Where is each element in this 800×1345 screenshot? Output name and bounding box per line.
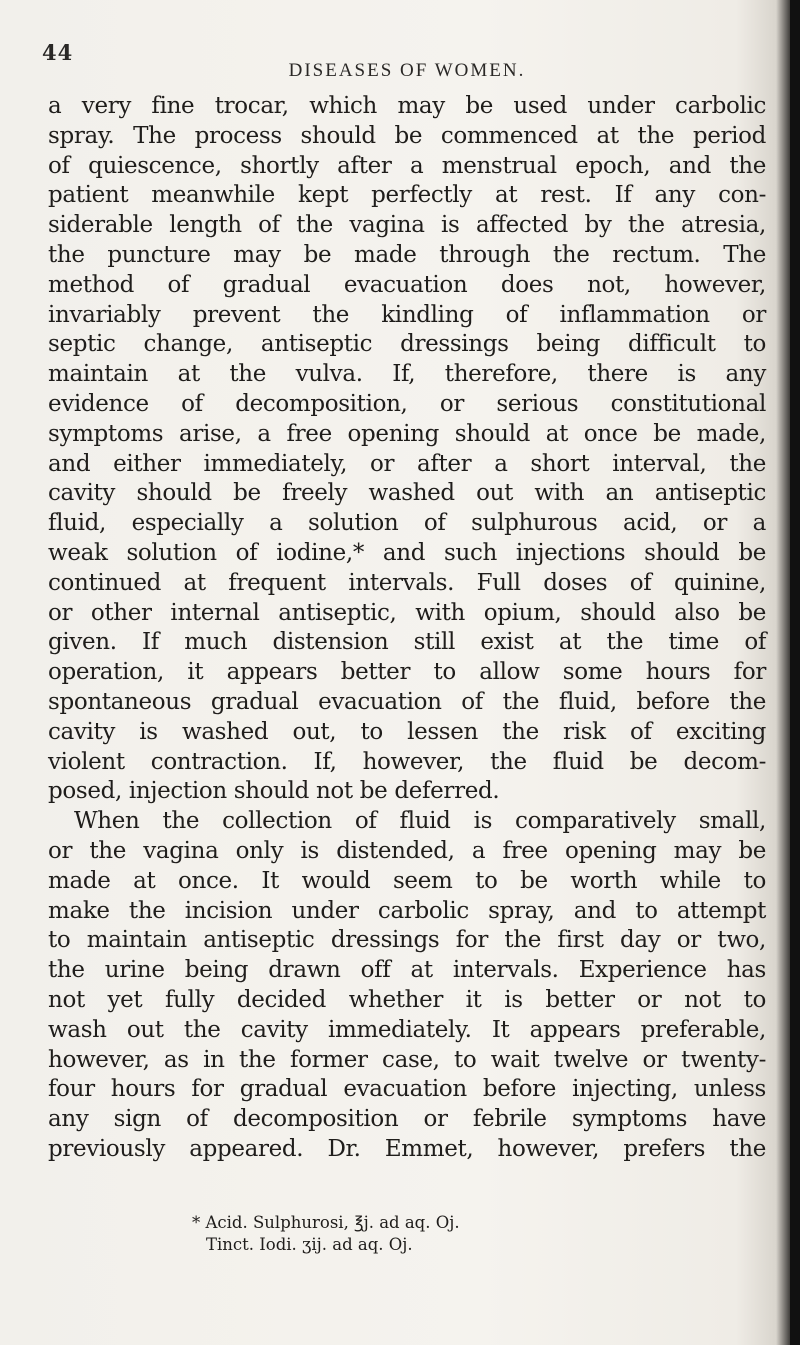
running-title: DISEASES OF WOMEN. — [288, 60, 526, 81]
text-line: symptoms arise, a free opening should at once be made, — [48, 420, 766, 447]
text-line: violent contraction. If, however, the fluid be decom- — [48, 748, 766, 775]
footnote-line: Tinct. Iodi. ʒij. ad aq. Oj. — [206, 1235, 413, 1254]
page-number: 44 — [42, 40, 74, 65]
text-line: not yet fully decided whether it is better or not to — [48, 986, 766, 1013]
text-line: or the vagina only is distended, a free opening may be — [48, 837, 766, 864]
footnote — [192, 1212, 752, 1256]
text-line: spontaneous gradual evacuation of the fluid, before the — [48, 688, 766, 715]
page-edge-shadow — [790, 0, 800, 1345]
text-line: and either immediately, or after a short interval, the — [48, 450, 766, 477]
text-line: siderable length of the vagina is affected by the atresia, — [48, 212, 766, 239]
text-line: spray. The process should be commenced at the period — [48, 122, 766, 149]
text-line: wash out the cavity immediately. It appears preferable, — [48, 1016, 766, 1043]
text-line: four hours for gradual evacuation before injecting, unless — [48, 1076, 766, 1103]
footnote-line: * Acid. Sulphurosi, ℥j. ad aq. Oj. — [192, 1213, 460, 1232]
body-text — [48, 92, 766, 1165]
text-line: made at once. It would seem to be worth while to — [48, 867, 766, 894]
page-header — [42, 40, 772, 81]
text-line: continued at frequent intervals. Full doses of quinine, — [48, 569, 766, 596]
text-line: weak solution of iodine,* and such injections should be — [48, 539, 766, 566]
text-line: cavity is washed out, to lessen the risk of exciting — [48, 718, 766, 745]
text-line: septic change, antiseptic dressings being difficult to — [48, 331, 766, 358]
text-line: the urine being drawn off at intervals. Experience has — [48, 957, 766, 984]
text-line: patient meanwhile kept perfectly at rest. If any con- — [48, 182, 766, 209]
text-line: however, as in the former case, to wait twelve or twenty- — [48, 1046, 766, 1073]
text-line: to maintain antiseptic dressings for the first day or two, — [48, 927, 766, 954]
text-line: operation, it appears better to allow some hours for — [48, 659, 766, 686]
text-line: cavity should be freely washed out with an antiseptic — [48, 480, 766, 507]
paragraph-end-line: posed, injection should not be deferred. — [48, 778, 500, 805]
text-line: or other internal antiseptic, with opium, should also be — [48, 599, 766, 626]
text-line: fluid, especially a solution of sulphurous acid, or a — [48, 510, 766, 537]
paragraph-start-line: When the collection of fluid is comparatively small, — [74, 808, 766, 835]
text-line: given. If much distension still exist at the time of — [48, 629, 766, 656]
text-line: evidence of decomposition, or serious constitutional — [48, 390, 766, 417]
text-line: the puncture may be made through the rectum. The — [48, 241, 766, 268]
text-line: make the incision under carbolic spray, and to attempt — [48, 897, 766, 924]
text-line: maintain at the vulva. If, therefore, there is any — [48, 361, 766, 388]
text-line: invariably prevent the kindling of inflammation or — [48, 301, 766, 328]
text-line: any sign of decomposition or febrile symptoms have — [48, 1106, 766, 1133]
text-line: of quiescence, shortly after a menstrual epoch, and the — [48, 152, 766, 179]
text-line: a very fine trocar, which may be used under carbolic — [48, 93, 766, 119]
text-line: previously appeared. Dr. Emmet, however, prefers the — [48, 1135, 766, 1162]
text-line: method of gradual evacuation does not, however, — [48, 271, 766, 298]
